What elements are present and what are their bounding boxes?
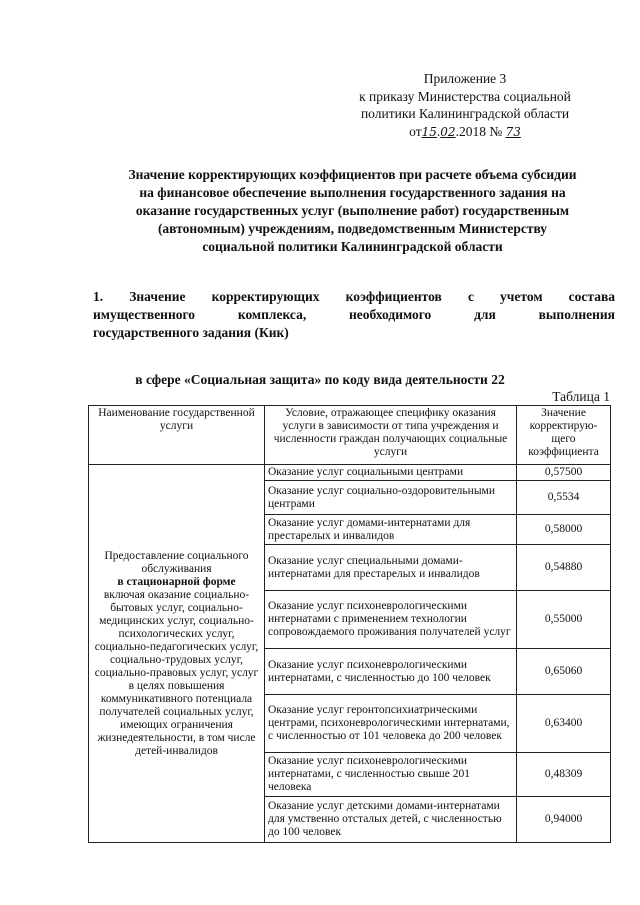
value-cell: 0,54880	[517, 545, 611, 591]
document-title	[90, 166, 615, 256]
table-header-row	[89, 406, 611, 465]
condition-cell: Оказание услуг специальными домами-интернатами для престарелых и инвалидов	[265, 545, 517, 591]
title-line: Значение корректирующих коэффициентов при расчете объема субсидии	[128, 167, 577, 182]
appendix-date-line: от15.02.2018 № 73	[409, 123, 521, 139]
value-cell: 0,48309	[517, 753, 611, 797]
date-prefix: от	[409, 123, 422, 139]
condition-cell: Оказание услуг психоневрологическими интернатами, с численностью до 100 человек	[265, 649, 517, 695]
condition-cell: Оказание услуг социально-оздоровительными центрами	[265, 481, 517, 515]
appendix-ministry: политики Калининградской области	[360, 106, 570, 121]
order-number: 73	[505, 124, 521, 139]
title-line: на финансовое обеспечение выполнения государственного задания на	[139, 185, 566, 200]
title-line: (автономным) учреждениям, подведомственным Министерству	[157, 221, 548, 236]
section-heading	[93, 288, 615, 342]
service-name-details: включая оказание социально-бытовых услуг, социально-медицинских услуг, социально-психологических услуг, социально-педагогических услуг, социально-трудовых услуг, социально-правовых услуг, услуг в целях повышения коммуникативного потенциала получателей социальных услуг, имеющих ограничения жизнедеятельности, в том числе детей-инвалидов	[94, 588, 259, 757]
appendix-title: Приложение 3	[423, 71, 507, 86]
service-form: в стационарной форме	[117, 575, 236, 588]
value-cell: 0,5534	[517, 481, 611, 515]
date-month: 02	[440, 124, 456, 139]
condition-cell: Оказание услуг психоневрологическими интернатами с применением технологии сопровождаемого проживания получателей услуг	[265, 591, 517, 649]
header-service-name: Наименование государственной услуги	[89, 406, 265, 465]
section-line: имущественного комплекса, необходимого для выполнения	[93, 307, 615, 322]
sphere-heading: в сфере «Социальная защита» по коду вида деятельности 22	[135, 372, 505, 387]
condition-cell: Оказание услуг геронтопсихиатрическими центрами, психоневрологическими интернатами, с численностью от 101 человека до 200 человек	[265, 695, 517, 753]
section-line: 1. Значение корректирующих коэффициентов с учетом состава	[93, 289, 615, 304]
table-row	[89, 465, 611, 481]
header-condition: Условие, отражающее специфику оказания услуги в зависимости от типа учреждения и численности граждан получающих социальные услуги	[265, 406, 517, 465]
condition-cell: Оказание услуг домами-интернатами для престарелых и инвалидов	[265, 515, 517, 545]
title-line: социальной политики Калининградской области	[202, 239, 503, 254]
header-value: Значение корректирую-щего коэффициента	[517, 406, 611, 465]
value-cell: 0,58000	[517, 515, 611, 545]
condition-cell: Оказание услуг психоневрологическими интернатами, с численностью свыше 201 человека	[265, 753, 517, 797]
service-name-cell	[89, 465, 265, 843]
condition-cell: Оказание услуг социальными центрами	[265, 465, 517, 481]
appendix-block	[330, 70, 600, 141]
title-line: оказание государственных услуг (выполнение работ) государственным	[135, 203, 570, 218]
table-caption: Таблица 1	[552, 389, 610, 404]
value-cell: 0,94000	[517, 797, 611, 843]
date-year: 2018 №	[458, 123, 503, 139]
value-cell: 0,63400	[517, 695, 611, 753]
value-cell: 0,55000	[517, 591, 611, 649]
coefficients-table	[88, 405, 611, 843]
value-cell: 0,57500	[517, 465, 611, 481]
service-name-part: Предоставление социального обслуживания	[104, 549, 249, 575]
date-day: 15	[421, 124, 437, 139]
condition-cell: Оказание услуг детскими домами-интернатами для умственно отсталых детей, с численностью до 100 человек	[265, 797, 517, 843]
value-cell: 0,65060	[517, 649, 611, 695]
appendix-order: к приказу Министерства социальной	[359, 88, 571, 104]
section-line: государственного задания (Кик)	[93, 325, 289, 340]
